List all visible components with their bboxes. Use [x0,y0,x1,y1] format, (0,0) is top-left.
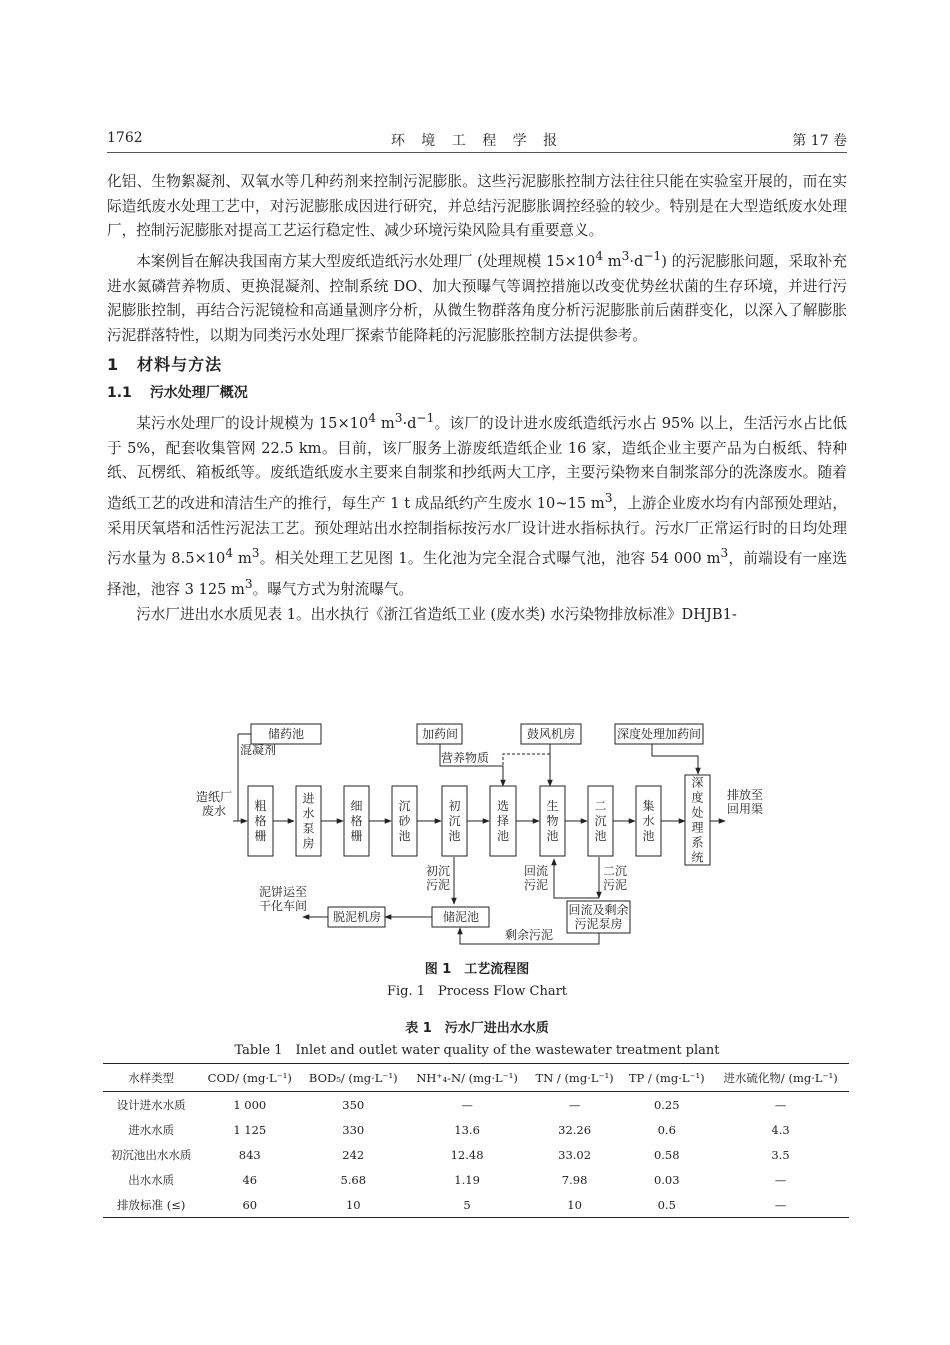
table-cell: 出水水质 [128,1172,175,1187]
table-cell: 5 [463,1197,471,1212]
figure-title-en: Fig. 1 Process Flow Chart [386,984,568,999]
secondary-sludge-label: 污泥 [602,878,628,892]
table-cell: 843 [238,1147,261,1162]
outlet-label: 回用渠 [726,802,764,816]
table-cell: 初沉池出水水质 [110,1147,192,1162]
water-quality-table [103,1063,849,1218]
subsection-heading: 1.1 污水处理厂概况 [107,385,248,402]
column-header: 水样类型 [128,1070,175,1085]
unit-label: 进水泵房 [302,791,315,851]
sludge-tank-label: 储泥池 [442,910,480,924]
blower-label: 鼓风机房 [526,727,576,741]
table-cell: 242 [342,1147,365,1162]
primary-sludge-label: 初沉 [425,864,451,878]
table-cell: — [461,1097,473,1112]
unit-label: 细格栅 [350,799,363,843]
table-cell: — [774,1197,787,1212]
table-title-en: Table 1 Inlet and outlet water quality of the wastewater treatment plant [234,1043,720,1058]
table-cell: 60 [242,1197,258,1212]
process-flow-chart [195,718,764,944]
table-cell: 5.68 [340,1172,367,1187]
column-header: 进水硫化物/ (mg·L⁻¹) [723,1070,838,1085]
table-cell: 10 [345,1197,361,1212]
page-number: 1762 [107,130,143,146]
storage-label: 储药池 [267,727,305,741]
unit-label: 初沉池 [448,799,461,843]
column-header: COD/ (mg·L⁻¹) [207,1070,292,1085]
table-title-cn: 表 1 污水厂进出水水质 [405,1021,549,1036]
outlet-label: 排放至 [726,788,764,802]
paragraph: 某污水处理厂的设计规模为 $15\times 10^4$ $m^3\cdot d^{-1}$。该厂的设计进水废纸造纸污水占 95% 以上，生活污水占比低于 5%，配套收集管网 22.5 km。目前，该厂服务上游废纸造纸企业 16 家，造纸企业主要产品为白板纸、特种纸、瓦楞纸、箱板纸等。废纸造纸废水主要来自制浆和抄纸两大工序，主要污染物来自制浆部分的洗涤废水。随着造纸工艺的改进和清洁生产的推行，每生产 1 t 成品纸约产生废水 10~15 $m^3$，上游企业废水均有内部预处理站，采用厌氧塔和活性污泥法工艺。预处理站出水控制指标按污水厂设计进水指标执行。污水厂正常运行时的日均处理污水量为 $8.5\times 10^4$ $m^3$。相关处理工艺见图 1。生化池为完全混合式曝气池，池容 54 000 $m^3$，前端设有一座选择池，池容 3 125 $m^3$。曝气方式为射流曝气。 [107,411,847,598]
table-header-row [103,1064,849,1092]
inlet-label: 废水 [201,804,227,818]
table-cell: 0.03 [653,1172,680,1187]
nutrient-label: 营养物质 [440,751,490,765]
table-cell: 46 [242,1172,258,1187]
coagulant-label: 混凝剂 [239,743,277,757]
primary-sludge-label: 污泥 [425,878,451,892]
dosing-label: 加药间 [421,727,459,741]
dewatering-label: 脱泥机房 [332,910,382,924]
excess-sludge-label: 剩余污泥 [504,928,554,942]
table-cell: 0.58 [653,1147,680,1162]
table-cell: 13.6 [454,1122,480,1137]
table-cell: 350 [342,1097,365,1112]
table-row [103,1092,849,1118]
table-cell: 进水水质 [128,1122,175,1137]
table-cell: — [774,1097,787,1112]
table-cell: 3.5 [771,1147,790,1162]
table-row [103,1117,849,1142]
table-cell: 10 [567,1197,582,1212]
table-cell: — [774,1172,787,1187]
unit-label: 选择池 [496,799,510,843]
cake-label: 泥饼运至 [258,885,308,899]
table-cell: 33.02 [558,1147,592,1162]
unit-label: 二沉池 [594,799,607,843]
volume-number: 第 17 卷 [792,133,847,149]
paragraph: 本案例旨在解决我国南方某大型废纸造纸污水处理厂 (处理规模 $15\times 10^4$ $m^3\cdot d^{-1}$) 的污泥膨胀问题，采取补充进水氮磷营养物质、更换混凝剂、控制系统 DO、加大预曝气等调控措施以改变优势丝状菌的生存环境，并进行污泥膨胀控制，再结合污泥镜检和高通量测序分析，从微生物群落角度分析污泥膨胀前后菌群变化，以深入了解膨胀污泥群落特性，以期为同类污水处理厂探索节能降耗的污泥膨胀控制方法提供参考。 [107,249,848,345]
column-header: BOD₅/ (mg·L⁻¹) [308,1070,398,1085]
table-row [103,1142,849,1167]
table-cell: 7.98 [561,1172,588,1187]
journal-name: 环 境 工 程 学 报 [390,133,564,149]
advanced-dosing-label: 深度处理加药间 [616,727,702,741]
paragraph: 污水厂进出水水质见表 1。出水执行《浙江省造纸工业 (废水类) 水污染物排放标准》DHJB1- [136,605,737,623]
table-cell: 4.3 [771,1122,790,1137]
table-cell: 1 000 [233,1097,267,1112]
figure-title-cn: 图 1 工艺流程图 [424,962,530,977]
running-header [107,128,847,153]
table-cell: 0.25 [653,1097,680,1112]
table-cell: 0.6 [657,1122,676,1137]
cake-label: 干化车间 [258,899,308,913]
table-cell: — [568,1097,581,1112]
column-header: TP / (mg·L⁻¹) [628,1070,705,1085]
table-cell: 排放标准 (≤) [117,1197,186,1212]
table-row [103,1167,849,1192]
table-cell: 1.19 [454,1172,480,1187]
return-sludge-label: 污泥 [523,878,549,892]
table-cell: 1 125 [233,1122,267,1137]
unit-label: 生物池 [546,799,559,843]
section-heading: 1 材料与方法 [107,354,223,374]
table-cell: 设计进水水质 [116,1097,186,1112]
unit-label: 深度处理系统 [691,775,704,865]
paragraph: 化铝、生物絮凝剂、双氧水等几种药剂来控制污泥膨胀。这些污泥膨胀控制方法往往只能在实验室开展的，而在实际造纸废水处理工艺中，对污泥膨胀成因进行研究，并总结污泥膨胀调控经验的较少。特别是在大型造纸废水处理厂，控制污泥膨胀对提高工艺运行稳定性、减少环境污染风险具有重要意义。 [107,173,847,240]
return-sludge-label: 回流 [523,864,549,878]
table-cell: 32.26 [558,1122,592,1137]
pump-label: 污泥泵房 [574,917,623,931]
column-header: NH⁺₄-N/ (mg·L⁻¹) [416,1070,518,1085]
inlet-label: 造纸厂 [195,790,233,804]
article-body [107,170,847,627]
table-cell: 0.5 [657,1197,676,1212]
table-cell: 12.48 [450,1147,484,1162]
unit-label: 沉砂池 [398,799,411,843]
pump-label: 回流及剩余 [568,903,629,917]
unit-label: 集水池 [642,799,655,843]
column-header: TN / (mg·L⁻¹) [535,1070,614,1085]
unit-label: 粗格栅 [254,799,267,843]
table-cell: 330 [342,1122,365,1137]
secondary-sludge-label: 二沉 [602,864,628,878]
table-row [103,1192,849,1218]
